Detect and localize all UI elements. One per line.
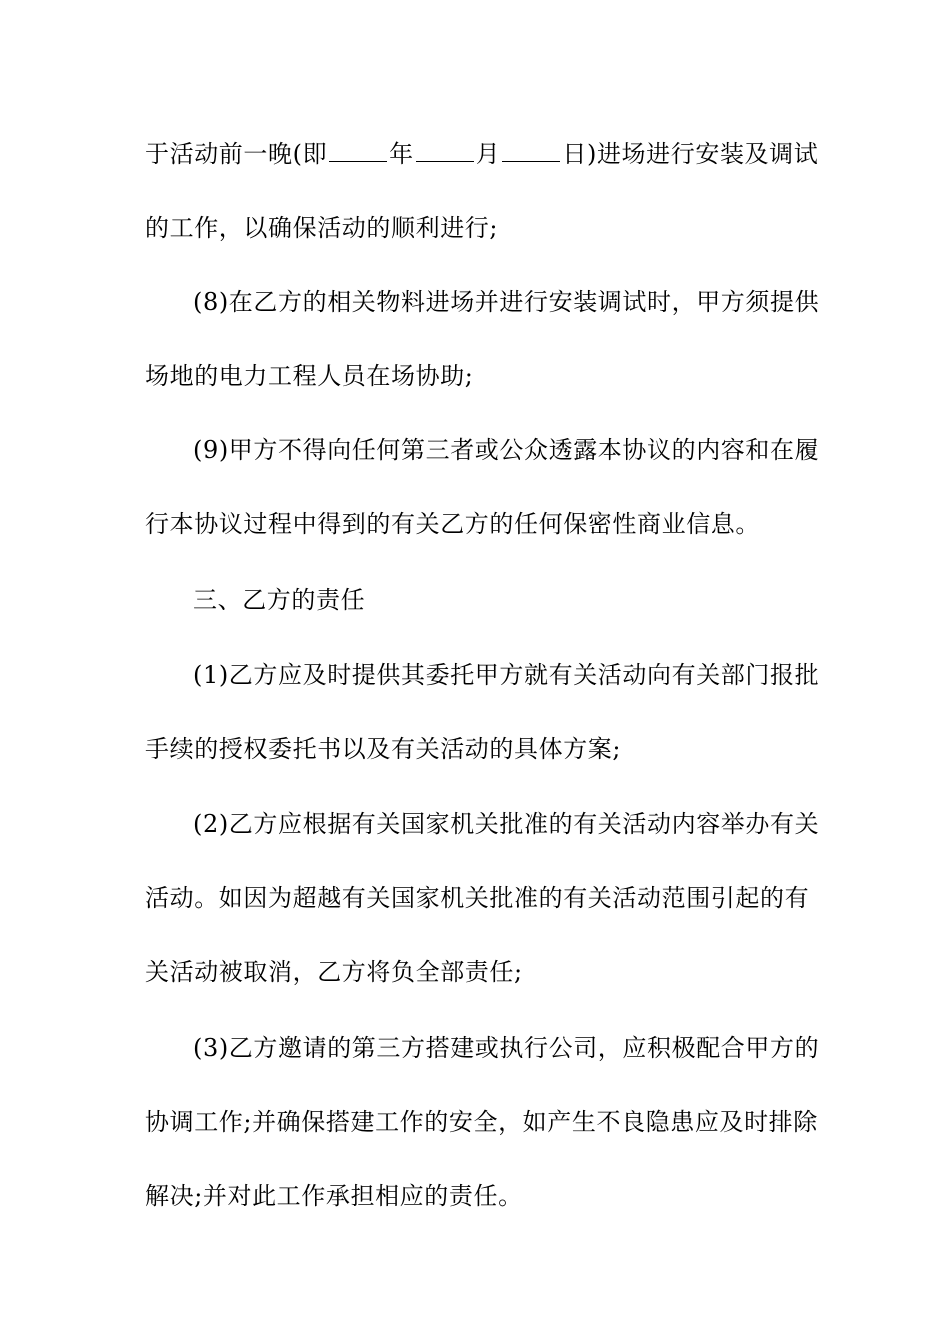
text-line-3: (8)在乙方的相关物料进场并进行安装调试时，甲方须提供 (193, 288, 820, 316)
line-1-part-1: 于活动前一晚(即 (145, 140, 328, 168)
text-line-5: (9)甲方不得向任何第三者或公众透露本协议的内容和在履 (193, 436, 820, 464)
text-line-2: 的工作，以确保活动的顺利进行; (145, 214, 499, 242)
text-line-14: 协调工作;并确保搭建工作的安全，如产生不良隐患应及时排除 (145, 1108, 818, 1136)
blank-year (329, 139, 387, 162)
blank-day (502, 139, 560, 162)
text-line-15: 解决;并对此工作承担相应的责任。 (145, 1182, 523, 1210)
text-line-6: 行本协议过程中得到的有关乙方的任何保密性商业信息。 (145, 510, 760, 538)
text-line-1 (145, 138, 818, 170)
text-line-11: 活动。如因为超越有关国家机关批准的有关活动范围引起的有 (145, 884, 810, 912)
text-line-4: 场地的电力工程人员在场协助; (145, 362, 474, 390)
text-line-9: 手续的授权委托书以及有关活动的具体方案; (145, 735, 622, 763)
text-line-13: (3)乙方邀请的第三方搭建或执行公司，应积极配合甲方的 (193, 1034, 820, 1062)
text-line-10: (2)乙方应根据有关国家机关批准的有关活动内容举办有关 (193, 810, 820, 838)
section-heading: 三、乙方的责任 (193, 586, 366, 614)
line-1-part-3: 月 (475, 140, 501, 168)
blank-month (416, 139, 474, 162)
line-1-part-4: 日)进场进行安装及调试 (562, 140, 819, 168)
text-line-8: (1)乙方应及时提供其委托甲方就有关活动向有关部门报批 (193, 661, 820, 689)
text-line-12: 关活动被取消，乙方将负全部责任; (145, 958, 523, 986)
line-1-part-2: 年 (389, 140, 414, 168)
